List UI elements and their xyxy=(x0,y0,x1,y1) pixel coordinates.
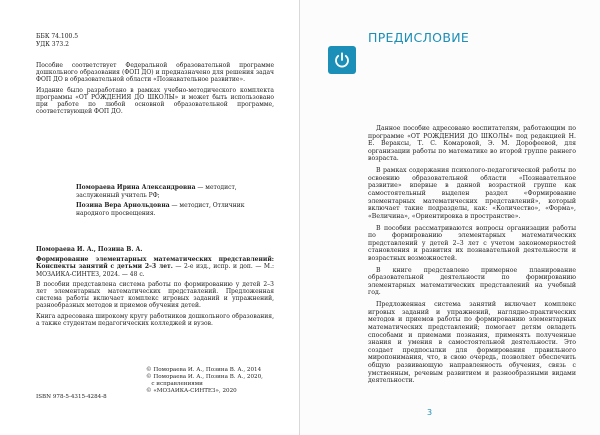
lead-paragraph: Издание было разработано в рамках учебно-методического комплекта программы «ОТ РОЖДЕНИЯ ДО ШКОЛЫ» и может быть использовано при работе по любой основной образовательной программе, соответствующей ФОП ДО. xyxy=(36,86,274,116)
classification-codes xyxy=(36,33,156,48)
preface-paragraph: В пособии рассматриваются вопросы организации работы по формированию элементарных математических представлений у детей 2–3 лет с учетом закономерностей становления и развития их познавательной деятельности и возрастных возможностей. xyxy=(368,224,576,262)
udk-code: УДК 373.2 xyxy=(36,40,69,48)
bibliographic-block xyxy=(36,246,274,330)
preface-paragraph: Предложенная система занятий включает комплекс игровых заданий и упражнений, наглядно-практических методов и приемов работы по формированию элементарных математических представлений; помогает детям овладеть способами и приемами познания, применять полученные знания и умения в самостоятельной деятельности. Это создает предпосылки для формирования правильного миропонимания, что, в свою очередь, позволяет обеспечить общую развивающую направленность обучения, связь с умственным, речевым развитием и разнообразными видами деятельности. xyxy=(368,301,576,385)
editor-desc: — методист, заслуженный учитель РФ; xyxy=(76,184,237,199)
preface-paragraph: В книге представлено примерное планирование образовательной деятельности по формированию элементарных математических представлений на учебный год. xyxy=(368,266,576,297)
copyright-line: © Помораева И. А., Позина В. А., 2014 xyxy=(146,367,262,373)
editors-block xyxy=(76,184,276,220)
page-number: 3 xyxy=(427,408,433,417)
chapter-heading: ПРЕДИСЛОВИЕ xyxy=(368,30,470,45)
preface-body xyxy=(368,125,576,389)
program-statement xyxy=(36,62,274,118)
editor-name: Помораева Ирина Александровна xyxy=(76,184,196,191)
isbn: ISBN 978-5-4315-4284-8 xyxy=(36,394,107,400)
edition-info: — 2-е изд., испр. и доп. — М.: МОЗАИКА-СИНТЕЗ, 2024. — 48 с. xyxy=(36,263,274,278)
copyright-line: © «МОЗАИКА-СИНТЕЗ», 2020 xyxy=(146,388,237,394)
editor-entry xyxy=(76,202,276,217)
book-title: Формирование элементарных математических представлений: Конспекты занятий с детьми 2–3 лет. xyxy=(36,256,274,271)
copyright-line: с исправлениями xyxy=(146,381,203,387)
preface-paragraph: Данное пособие адресовано воспитателям, работающим по программе «ОТ РОЖДЕНИЯ ДО ШКОЛЫ» под редакцией Н. Е. Вераксы, Т. С. Комаровой, Э. М. Дорофеевой, для организации работы по математике во второй группе раннего возраста. xyxy=(368,125,576,163)
editor-desc: — методист, Отличник народного просвещения. xyxy=(76,202,245,217)
power-icon xyxy=(333,51,351,69)
chapter-icon-box xyxy=(328,46,356,74)
bbk-code: ББК 74.100.5 xyxy=(36,33,79,40)
bib-description xyxy=(36,256,274,278)
editor-name: Позина Вера Арнольдовна xyxy=(76,202,170,210)
authors-line xyxy=(36,246,274,253)
copyright-line: © Помораева И. А., Позина В. А., 2020, xyxy=(146,374,263,380)
authors: Помораева И. А., Позина В. А. xyxy=(36,246,143,253)
editor-entry xyxy=(76,184,276,199)
lead-paragraph: Пособие соответствует Федеральной образовательной программе дошкольного образования (ФОП ДО) и предназначено для решения задач ФОП ДО в образовательной области «Познавательное развитие». xyxy=(36,62,274,84)
copyright-block xyxy=(146,367,286,395)
preface-paragraph: В рамках содержания психолого-педагогической работы по освоению образовательной области «Познавательное развитие» впервые в данной возрастной группе как самостоятельный выделен раздел «Формирование элементарных математических представлений», который включает такие подразделы, как: «Количество», «Форма», «Величина», «Ориентировка в пространстве». xyxy=(368,167,576,220)
abstract-paragraph: В пособии представлена система работы по формированию у детей 2–3 лет элементарных математических представлений. Предложенная система работы включает комплекс игровых заданий и упражнений, разнообразных методов и приемов обучения детей. xyxy=(36,280,274,310)
abstract-paragraph: Книга адресована широкому кругу работников дошкольного образования, а также студентам педагогических колледжей и вузов. xyxy=(36,312,274,327)
